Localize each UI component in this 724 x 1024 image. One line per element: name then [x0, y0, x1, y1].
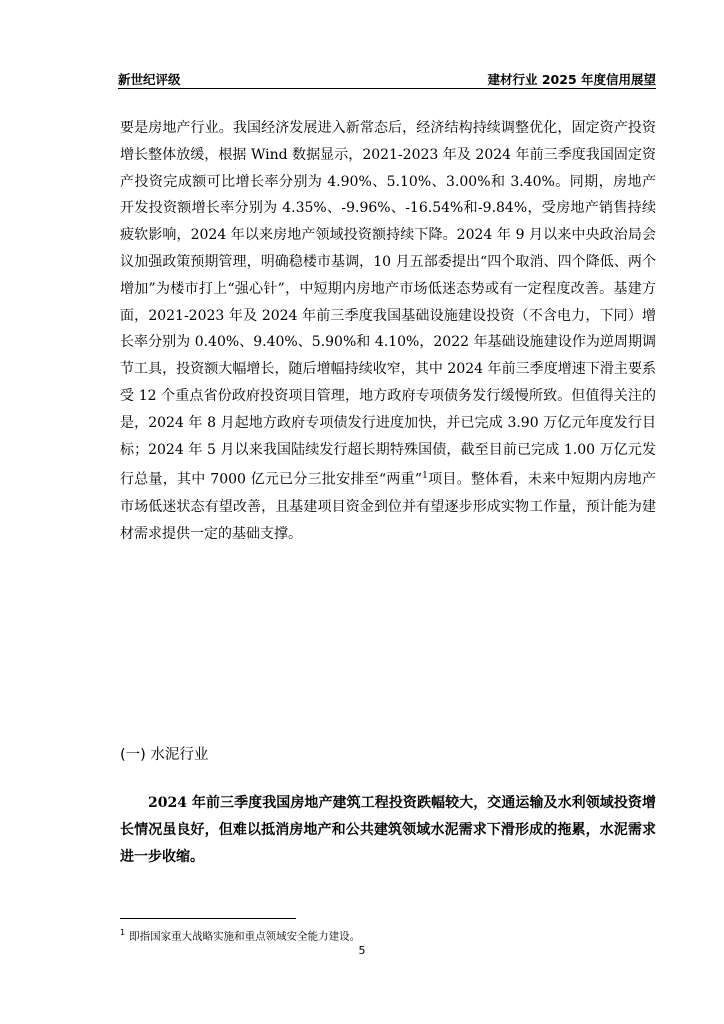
- section-heading: (一) 水泥行业: [120, 747, 209, 763]
- section-lead-paragraph: 2024 年前三季度我国房地产建筑工程投资跌幅较大，交通运输及水利领域投资增长情况虽良好，但难以抵消房地产和公共建筑领域水泥需求下滑形成的拖累，水泥需求进一步收缩。: [120, 795, 656, 865]
- footnote-reference[interactable]: 1: [422, 471, 428, 482]
- main-body: [120, 115, 656, 547]
- footnote-divider: [120, 918, 296, 919]
- header-publisher: 新世纪评级: [118, 72, 181, 87]
- body-paragraph-part1: 要是房地产行业。我国经济发展进入新常态后，经济结构持续调整优化，固定资产投资增长整体放缓，根据 Wind 数据显示，2021-2023 年及 2024 年前三季度我国固定资产投资完成额可比增长率分别为 4.90%、5.10%、3.00%和 3.40%。同期，房地产开发投资额增长率分别为 4.35%、-9.96%、-16.54%和-9.84%，受房地产销售持续疲软影响，2024 年以来房地产领域投资额持续下降。2024 年 9 月以来中央政治局会议加强政策预期管理，明确稳楼市基调，10 月五部委提出“四个取消、四个降低、两个增加”为楼市打上“强心针”，中短期内房地产市场低迷态势或有一定程度改善。基建方面，2021-2023 年及 2024 年前三季度我国基础设施建设投资（不含电力，下同）增长率分别为 0.40%、9.40%、5.90%和 4.10%，2022 年基础设施建设作为逆周期调节工具，投资额大幅增长，随后增幅持续收窄，其中 2024 年前三季度增速下滑主要系受 12 个重点省份政府投资项目管理，地方政府专项债务发行缓慢所致。但值得关注的是，2024 年 8 月起地方政府专项债发行进度加快，并已完成 3.90 万亿元年度发行目标；2024 年 5 月以来我国陆续发行超长期特殊国债，截至目前已完成 1.00 万亿元发行总量，其中 7000 亿元已分三批安排至“两重”: [120, 120, 656, 489]
- header-divider: [118, 88, 656, 89]
- page-header: [118, 70, 656, 88]
- footnote: [120, 928, 360, 944]
- body-paragraph: [120, 115, 656, 547]
- page-number: 5: [358, 944, 366, 957]
- body-paragraph-part2: 项目。整体看，未来中短期内房地产市场低迷状态有望改善，且基建项目资金到位并有望逐步形成实物工作量，预计能为建材需求提供一定的基础支撑。: [120, 472, 656, 542]
- footnote-text: 即指国家重大战略实施和重点领域安全能力建设。: [129, 930, 361, 943]
- footnote-number: 1: [120, 928, 126, 937]
- header-report-title: 建材行业 2025 年度信用展望: [487, 72, 656, 87]
